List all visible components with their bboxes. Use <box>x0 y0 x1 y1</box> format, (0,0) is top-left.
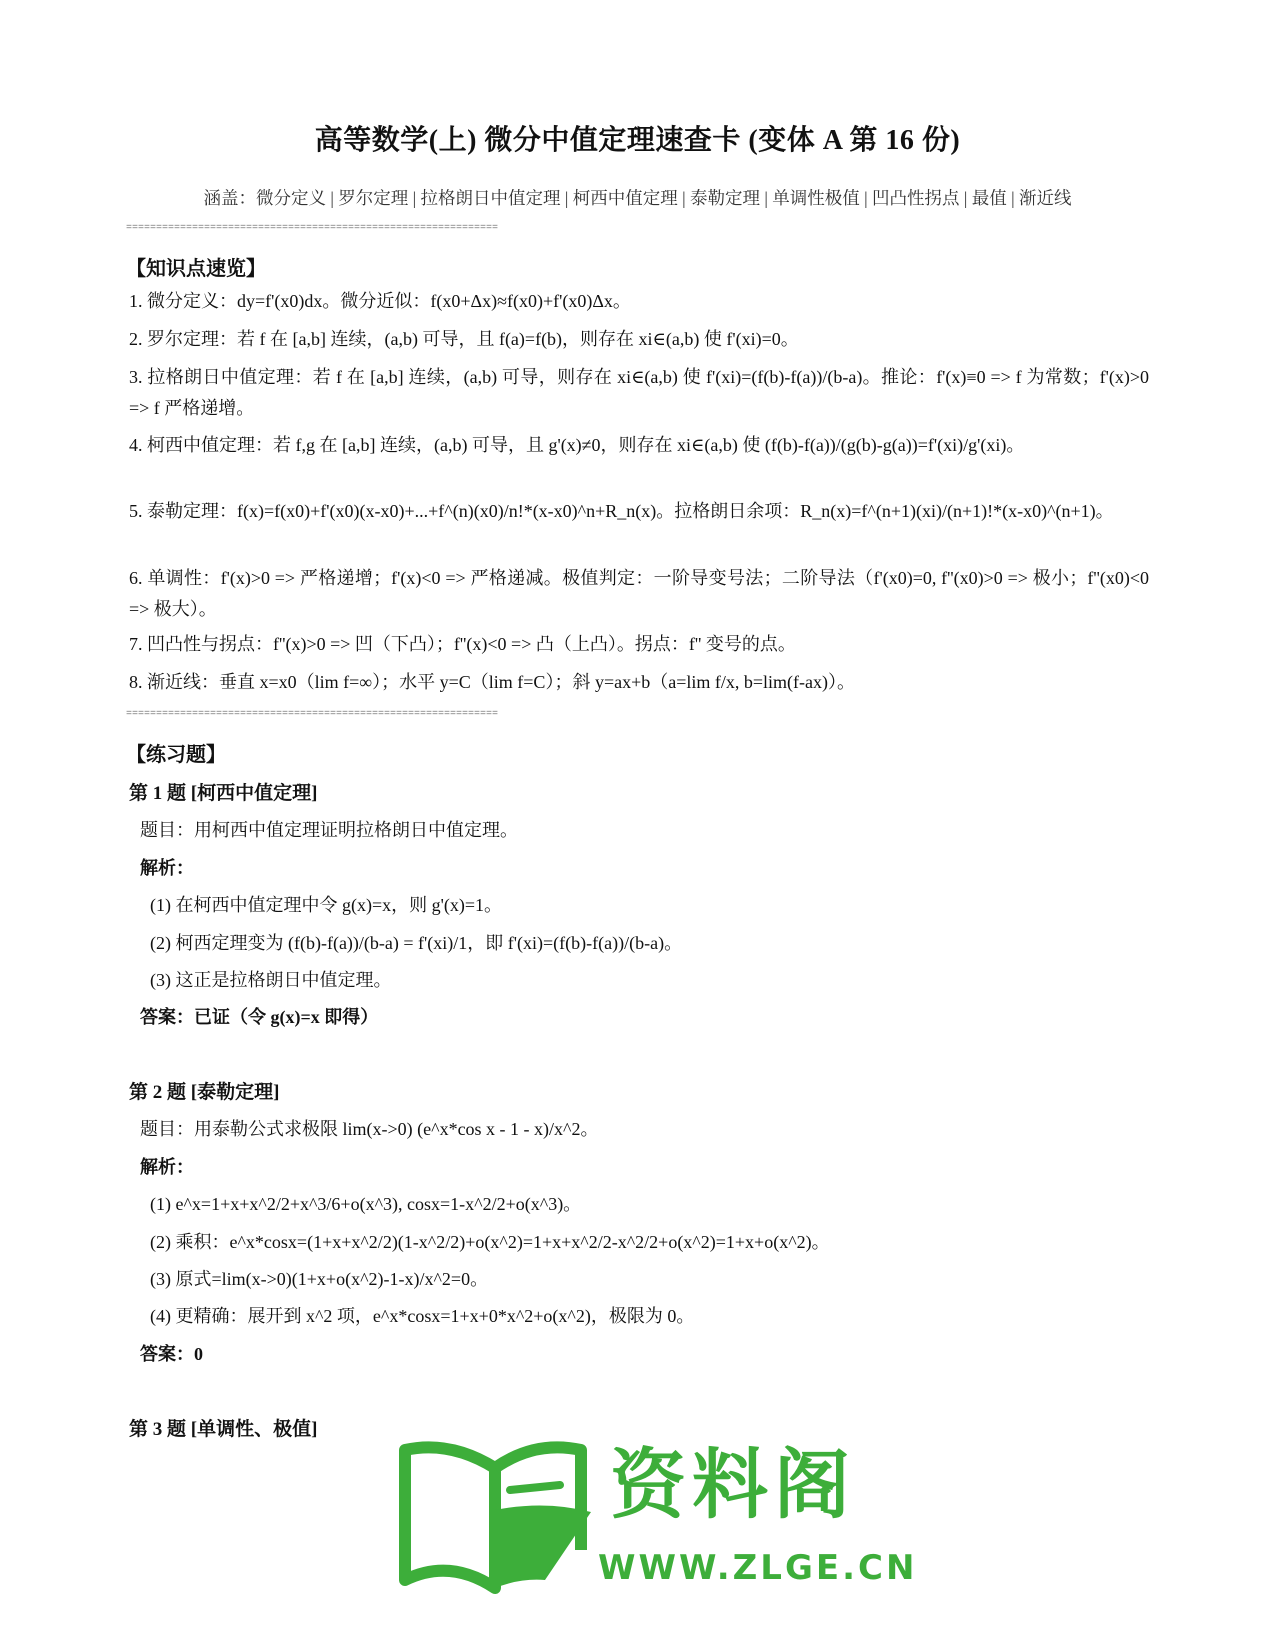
knowledge-item: 4. 柯西中值定理：若 f,g 在 [a,b] 连续，(a,b) 可导，且 g'(x)≠0，则存在 xi∈(a,b) 使 (f(b)-f(a))/(g(b)-g(a))=f'(xi)/g'(xi)。 <box>129 435 1025 455</box>
question-2-text: 题目：用泰勒公式求极限 lim(x->0) (e^x*cos x - 1 - x)/x^2。 <box>140 1119 599 1139</box>
question-2-analysis-label: 解析： <box>140 1157 194 1177</box>
watermark-url: WWW.ZLGE.CN <box>598 1548 918 1588</box>
knowledge-item: 7. 凹凸性与拐点：f''(x)>0 => 凹（下凸）；f''(x)<0 => 凸（上凸）。拐点：f'' 变号的点。 <box>129 634 796 654</box>
knowledge-item: 6. 单调性：f'(x)>0 => 严格递增；f'(x)<0 => 严格递减。极值判定：一阶导变号法；二阶导法（f'(x0)=0, f''(x0)>0 => 极小；f''(x0)<0 => 极大）。 <box>129 568 1149 619</box>
knowledge-item: 3. 拉格朗日中值定理：若 f 在 [a,b] 连续，(a,b) 可导，则存在 xi∈(a,b) 使 f'(xi)=(f(b)-f(a))/(b-a)。推论：f'(x)≡0 => f 为常数；f'(x)>0 => f 严格递增。 <box>129 367 1149 418</box>
question-3-heading: 第 3 题 [单调性、极值] <box>129 1419 318 1440</box>
knowledge-item: 2. 罗尔定理：若 f 在 [a,b] 连续，(a,b) 可导，且 f(a)=f(b)，则存在 xi∈(a,b) 使 f'(xi)=0。 <box>129 329 799 349</box>
question-1-text: 题目：用柯西中值定理证明拉格朗日中值定理。 <box>140 820 518 840</box>
question-1-heading: 第 1 题 [柯西中值定理] <box>129 783 318 804</box>
divider-rule: ============================================================== <box>126 709 499 720</box>
question-2-heading: 第 2 题 [泰勒定理] <box>129 1082 280 1103</box>
page-subtitle: 涵盖：微分定义 | 罗尔定理 | 拉格朗日中值定理 | 柯西中值定理 | 泰勒定理 | 单调性极值 | 凹凸性拐点 | 最值 | 渐近线 <box>203 188 1072 208</box>
book-logo-icon <box>395 1440 595 1595</box>
knowledge-item: 1. 微分定义：dy=f'(x0)dx。微分近似：f(x0+Δx)≈f(x0)+f'(x0)Δx。 <box>129 291 631 311</box>
knowledge-item: 8. 渐近线：垂直 x=x0（lim f=∞）；水平 y=C（lim f=C）；斜 y=ax+b（a=lim f/x, b=lim(f-ax)）。 <box>129 672 855 692</box>
question-1-step: (1) 在柯西中值定理中令 g(x)=x，则 g'(x)=1。 <box>150 895 503 915</box>
question-1-step: (3) 这正是拉格朗日中值定理。 <box>150 970 392 990</box>
question-1-analysis-label: 解析： <box>140 858 194 878</box>
question-1-answer: 答案：已证（令 g(x)=x 即得） <box>140 1007 379 1027</box>
knowledge-heading: 【知识点速览】 <box>126 258 266 280</box>
question-2-step: (2) 乘积：e^x*cosx=(1+x+x^2/2)(1-x^2/2)+o(x^2)=1+x+x^2/2-x^2/2+o(x^2)=1+x+o(x^2)。 <box>150 1232 830 1252</box>
practice-heading: 【练习题】 <box>126 744 226 766</box>
divider-rule: ============================================================== <box>126 223 499 234</box>
page-title: 高等数学(上) 微分中值定理速查卡 (变体 A 第 16 份) <box>314 125 961 156</box>
question-1-step: (2) 柯西定理变为 (f(b)-f(a))/(b-a) = f'(xi)/1，即 f'(xi)=(f(b)-f(a))/(b-a)。 <box>150 933 683 953</box>
question-2-answer: 答案：0 <box>140 1344 203 1364</box>
question-2-step: (3) 原式=lim(x->0)(1+x+o(x^2)-1-x)/x^2=0。 <box>150 1269 489 1289</box>
question-2-step: (4) 更精确：展开到 x^2 项，e^x*cosx=1+x+0*x^2+o(x^2)，极限为 0。 <box>150 1306 695 1326</box>
watermark-brand-name: 资料阁 <box>610 1440 856 1529</box>
question-2-step: (1) e^x=1+x+x^2/2+x^3/6+o(x^3), cosx=1-x^2/2+o(x^3)。 <box>150 1194 582 1214</box>
knowledge-item: 5. 泰勒定理：f(x)=f(x0)+f'(x0)(x-x0)+...+f^(n)(x0)/n!*(x-x0)^n+R_n(x)。拉格朗日余项：R_n(x)=f^(n+1)(xi)/(n+1)!*(x-x0)^(n+1)。 <box>129 501 1114 521</box>
